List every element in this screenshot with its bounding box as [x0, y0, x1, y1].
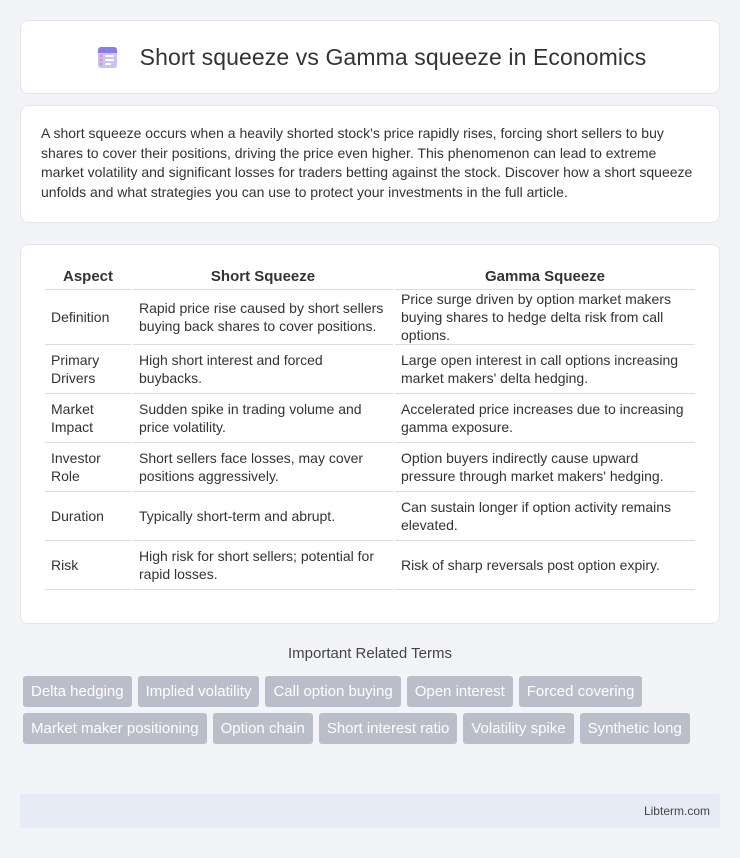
- cell-gamma: Large open interest in call options increasing market makers' delta hedging.: [395, 345, 695, 394]
- tag-volatility-spike[interactable]: Volatility spike: [463, 713, 573, 744]
- table-row: [45, 290, 695, 345]
- tag-call-option-buying[interactable]: Call option buying: [265, 676, 400, 707]
- table-header-row: [45, 263, 695, 290]
- tag-delta-hedging[interactable]: Delta hedging: [23, 676, 132, 707]
- table-row: [45, 492, 695, 541]
- cell-aspect: Risk: [45, 541, 131, 590]
- tag-forced-covering[interactable]: Forced covering: [519, 676, 643, 707]
- header-aspect: Aspect: [45, 263, 131, 290]
- table-row: [45, 541, 695, 590]
- cell-gamma: Price surge driven by option market makers buying shares to hedge delta risk from call options.: [395, 290, 695, 345]
- comparison-card: [20, 244, 720, 624]
- tag-option-chain[interactable]: Option chain: [213, 713, 313, 744]
- tag-market-maker-positioning[interactable]: Market maker positioning: [23, 713, 207, 744]
- cell-aspect: Investor Role: [45, 443, 131, 492]
- cell-short: High short interest and forced buybacks.: [133, 345, 393, 394]
- cell-short: Short sellers face losses, may cover positions aggressively.: [133, 443, 393, 492]
- tag-implied-volatility[interactable]: Implied volatility: [138, 676, 260, 707]
- intro-paragraph: A short squeeze occurs when a heavily shorted stock's price rapidly rises, forcing short sellers to buy shares to cover their positions, driving the price even higher. This phenomenon can lead to extreme market volatility and significant losses for traders betting against the stock. Discover how a short squeeze unfolds and what strategies you can use to protect your investments in the full article.: [41, 125, 693, 200]
- cell-gamma: Can sustain longer if option activity remains elevated.: [395, 492, 695, 541]
- header-short-squeeze: Short Squeeze: [133, 263, 393, 290]
- cell-gamma: Option buyers indirectly cause upward pressure through market makers' hedging.: [395, 443, 695, 492]
- tag-short-interest-ratio[interactable]: Short interest ratio: [319, 713, 458, 744]
- related-terms-list: [23, 676, 723, 750]
- intro-card: [20, 105, 720, 223]
- related-terms-title: Important Related Terms: [288, 645, 452, 662]
- cell-gamma: Accelerated price increases due to increasing gamma exposure.: [395, 394, 695, 443]
- tag-synthetic-long[interactable]: Synthetic long: [580, 713, 690, 744]
- cell-aspect: Primary Drivers: [45, 345, 131, 394]
- table-row: [45, 443, 695, 492]
- page-title: Short squeeze vs Gamma squeeze in Economics: [139, 43, 647, 70]
- cell-gamma: Risk of sharp reversals post option expiry.: [395, 541, 695, 590]
- cell-aspect: Definition: [45, 290, 131, 345]
- cell-short: Typically short-term and abrupt.: [133, 492, 393, 541]
- cell-short: Rapid price rise caused by short sellers buying back shares to cover positions.: [133, 290, 393, 345]
- table-row: [45, 345, 695, 394]
- footer-site-link[interactable]: Libterm.com: [643, 804, 710, 818]
- cell-aspect: Duration: [45, 492, 131, 541]
- footer: [20, 794, 720, 828]
- table-row: [45, 394, 695, 443]
- header-card: [20, 20, 720, 94]
- notebook-icon: [94, 44, 120, 70]
- cell-short: Sudden spike in trading volume and price volatility.: [133, 394, 393, 443]
- tag-open-interest[interactable]: Open interest: [407, 676, 513, 707]
- cell-short: High risk for short sellers; potential for rapid losses.: [133, 541, 393, 590]
- header-gamma-squeeze: Gamma Squeeze: [395, 263, 695, 290]
- comparison-table: [43, 263, 697, 590]
- cell-aspect: Market Impact: [45, 394, 131, 443]
